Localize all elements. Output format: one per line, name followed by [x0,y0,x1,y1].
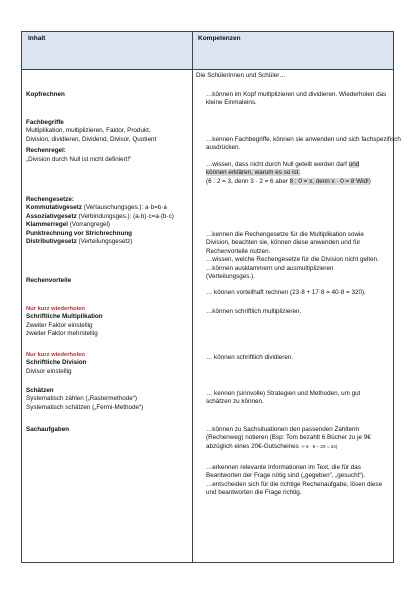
schaetzen-block [26,387,188,412]
rechengesetze-comp [206,231,402,281]
rechengesetze-comp-line: …wissen, welche Rechengesetze für die Division nicht gelten. [206,256,379,264]
distributivgesetz: Distributivgesetz [26,238,77,246]
sachaufgaben-comp-line: und beantworten die Frage richtig. [206,489,302,497]
schaetzen-line: Systematisch schätzen („Fermi-Methode“) [26,403,144,411]
schaetzen-title: Schätzen [26,387,54,394]
division-block [26,351,188,376]
sachaufgaben-comp-1 [206,426,402,451]
division-line: Divisor einstellig [26,367,72,375]
schaetzen-comp-line: … kennen (sinnvolle) Strategien und Methoden, um gut [206,390,361,397]
column-divider [192,32,193,562]
fachbegriffe-comp: …kennen Fachbegriffe, können sie anwenden und sich fachspezifisch ausdrücken. [206,136,401,152]
klammerregel-text: (Vorrangregel) [68,221,110,229]
nulldivision-highlight: und [348,161,360,168]
sachaufgaben-term: -> 6 · 9 – 20 = 34) [300,443,338,449]
rechengesetze-comp-line: …können ausklammern und ausmultiplizieren [206,264,334,272]
competence-table [21,31,401,563]
schaetzen-line: Systematisch zählen („Rastermethode“) [26,395,137,403]
division-title: Schriftliche Division [26,359,87,367]
rechengesetze-title: Rechengesetze: [26,196,74,203]
rechenvorteile-title: Rechenvorteile [26,277,72,284]
multiplikation-title: Schriftliche Multiplikation [26,313,103,321]
multiplikation-line: Zweiter Faktor einstellig [26,321,93,329]
sachaufgaben-comp-line: …können zu Sachsituationen den passenden Zahlterm [206,426,360,433]
fachbegriffe-block [26,119,188,164]
rechengesetze-comp-line: Rechenvorteile nutzen. [206,247,271,255]
rechenregel-text: „Division durch Null ist nicht definiert!“ [26,155,132,163]
rechengesetze-comp-line: …kennen die Rechengesetze für die Multiplikation sowie [206,231,364,238]
nulldivision-highlight: können erklären, warum es so ist. [206,169,301,177]
header-inhalt: Inhalt [28,35,46,42]
assoziativgesetz: Assoziativgesetz [26,212,77,220]
sachaufgaben-comp-line: (Rechenweg) notieren (Bsp: Tom bezahlt 6 Bücher zu je 9€ [206,434,371,442]
rechengesetze-block [26,196,188,246]
rechengesetze-comp-line: (Verteilungsges.). [206,273,256,281]
intro-text: Die Schülerinnen und Schüler… [196,72,286,79]
nulldivision-highlight: 8 : 0 = x, denn x · 0 = 8 Wid! [289,177,369,185]
schaetzen-comp [206,390,402,407]
kopfrechnen-comp: …können im Kopf multiplizieren und dividieren. Wiederholen das kleine Einmaleins. [206,91,387,107]
distributivgesetz-text: (Verteilungsgesetz) [76,238,133,246]
assoziativgesetz-text: (Verbindungsges.): (a·b)·c=a·(b·c) [76,212,174,220]
nulldivision-example: ) [368,177,371,185]
nulldivision-comp [206,161,402,186]
multiplikation-block [26,305,188,339]
punkt-vor-strich: Punktrechnung vor Strichrechnung [26,229,133,237]
header-kompetenzen: Kompetenzen [198,35,241,42]
multiplikation-comp: …können schriftlich multiplizieren. [206,308,302,315]
rechengesetze-comp-line: Division, beachten sie, können diese anwenden und für [206,239,361,247]
fachbegriffe-title: Fachbegriffe [26,119,64,126]
nulldivision-example: (6 : 2 = 3, denn 3 · 2 = 6 aber [206,177,290,185]
wiederholen-note: Nur kurz wiederholen [26,352,85,358]
sachaufgaben-comp-line: …entscheiden sich für die richtige Rechenaufgabe, lösen diese [206,480,383,488]
rechenregel-title: Rechenregel: [26,147,66,155]
klammerregel: Klammerregel [26,221,68,229]
table-header [22,32,393,70]
kommutativgesetz: Kommutativgesetz [26,204,82,212]
nulldivision-text: …wissen, dass nicht durch Null geteilt werden darf [206,161,349,168]
fachbegriffe-line: Multiplikation, multiplizieren, Faktor, Produkt, [26,127,151,135]
rechenvorteile-comp: … können vorteilhaft rechnen (23·8 + 17·8 = 40·8 = 320). [206,289,366,296]
fachbegriffe-line: Division, dividieren, Dividend, Divisor, Quotient [26,135,157,143]
division-comp: … können schriftlich dividieren. [206,354,294,361]
multiplikation-line: zweiter Faktor mehrstellig [26,330,98,338]
sachaufgaben-comp-line: Beantworten der Frage nötig sind („gegeben“, „gesucht“). [206,472,366,480]
sachaufgaben-comp-line: …erkennen relevante Informationen im Text, die für das [206,464,361,471]
sachaufgaben-comp-2 [206,464,402,498]
sachaufgaben-title: Sachaufgaben [26,426,70,433]
wiederholen-note: Nur kurz wiederholen [26,306,85,312]
schaetzen-comp-line: schätzen zu können. [206,398,264,406]
kopfrechnen-title: Kopfrechnen [26,91,65,98]
kommutativgesetz-text: (Vertauschungsges.): a·b=b·a [81,204,167,212]
sachaufgaben-comp-line: abzüglich eines 20€-Gutscheines [206,442,301,450]
